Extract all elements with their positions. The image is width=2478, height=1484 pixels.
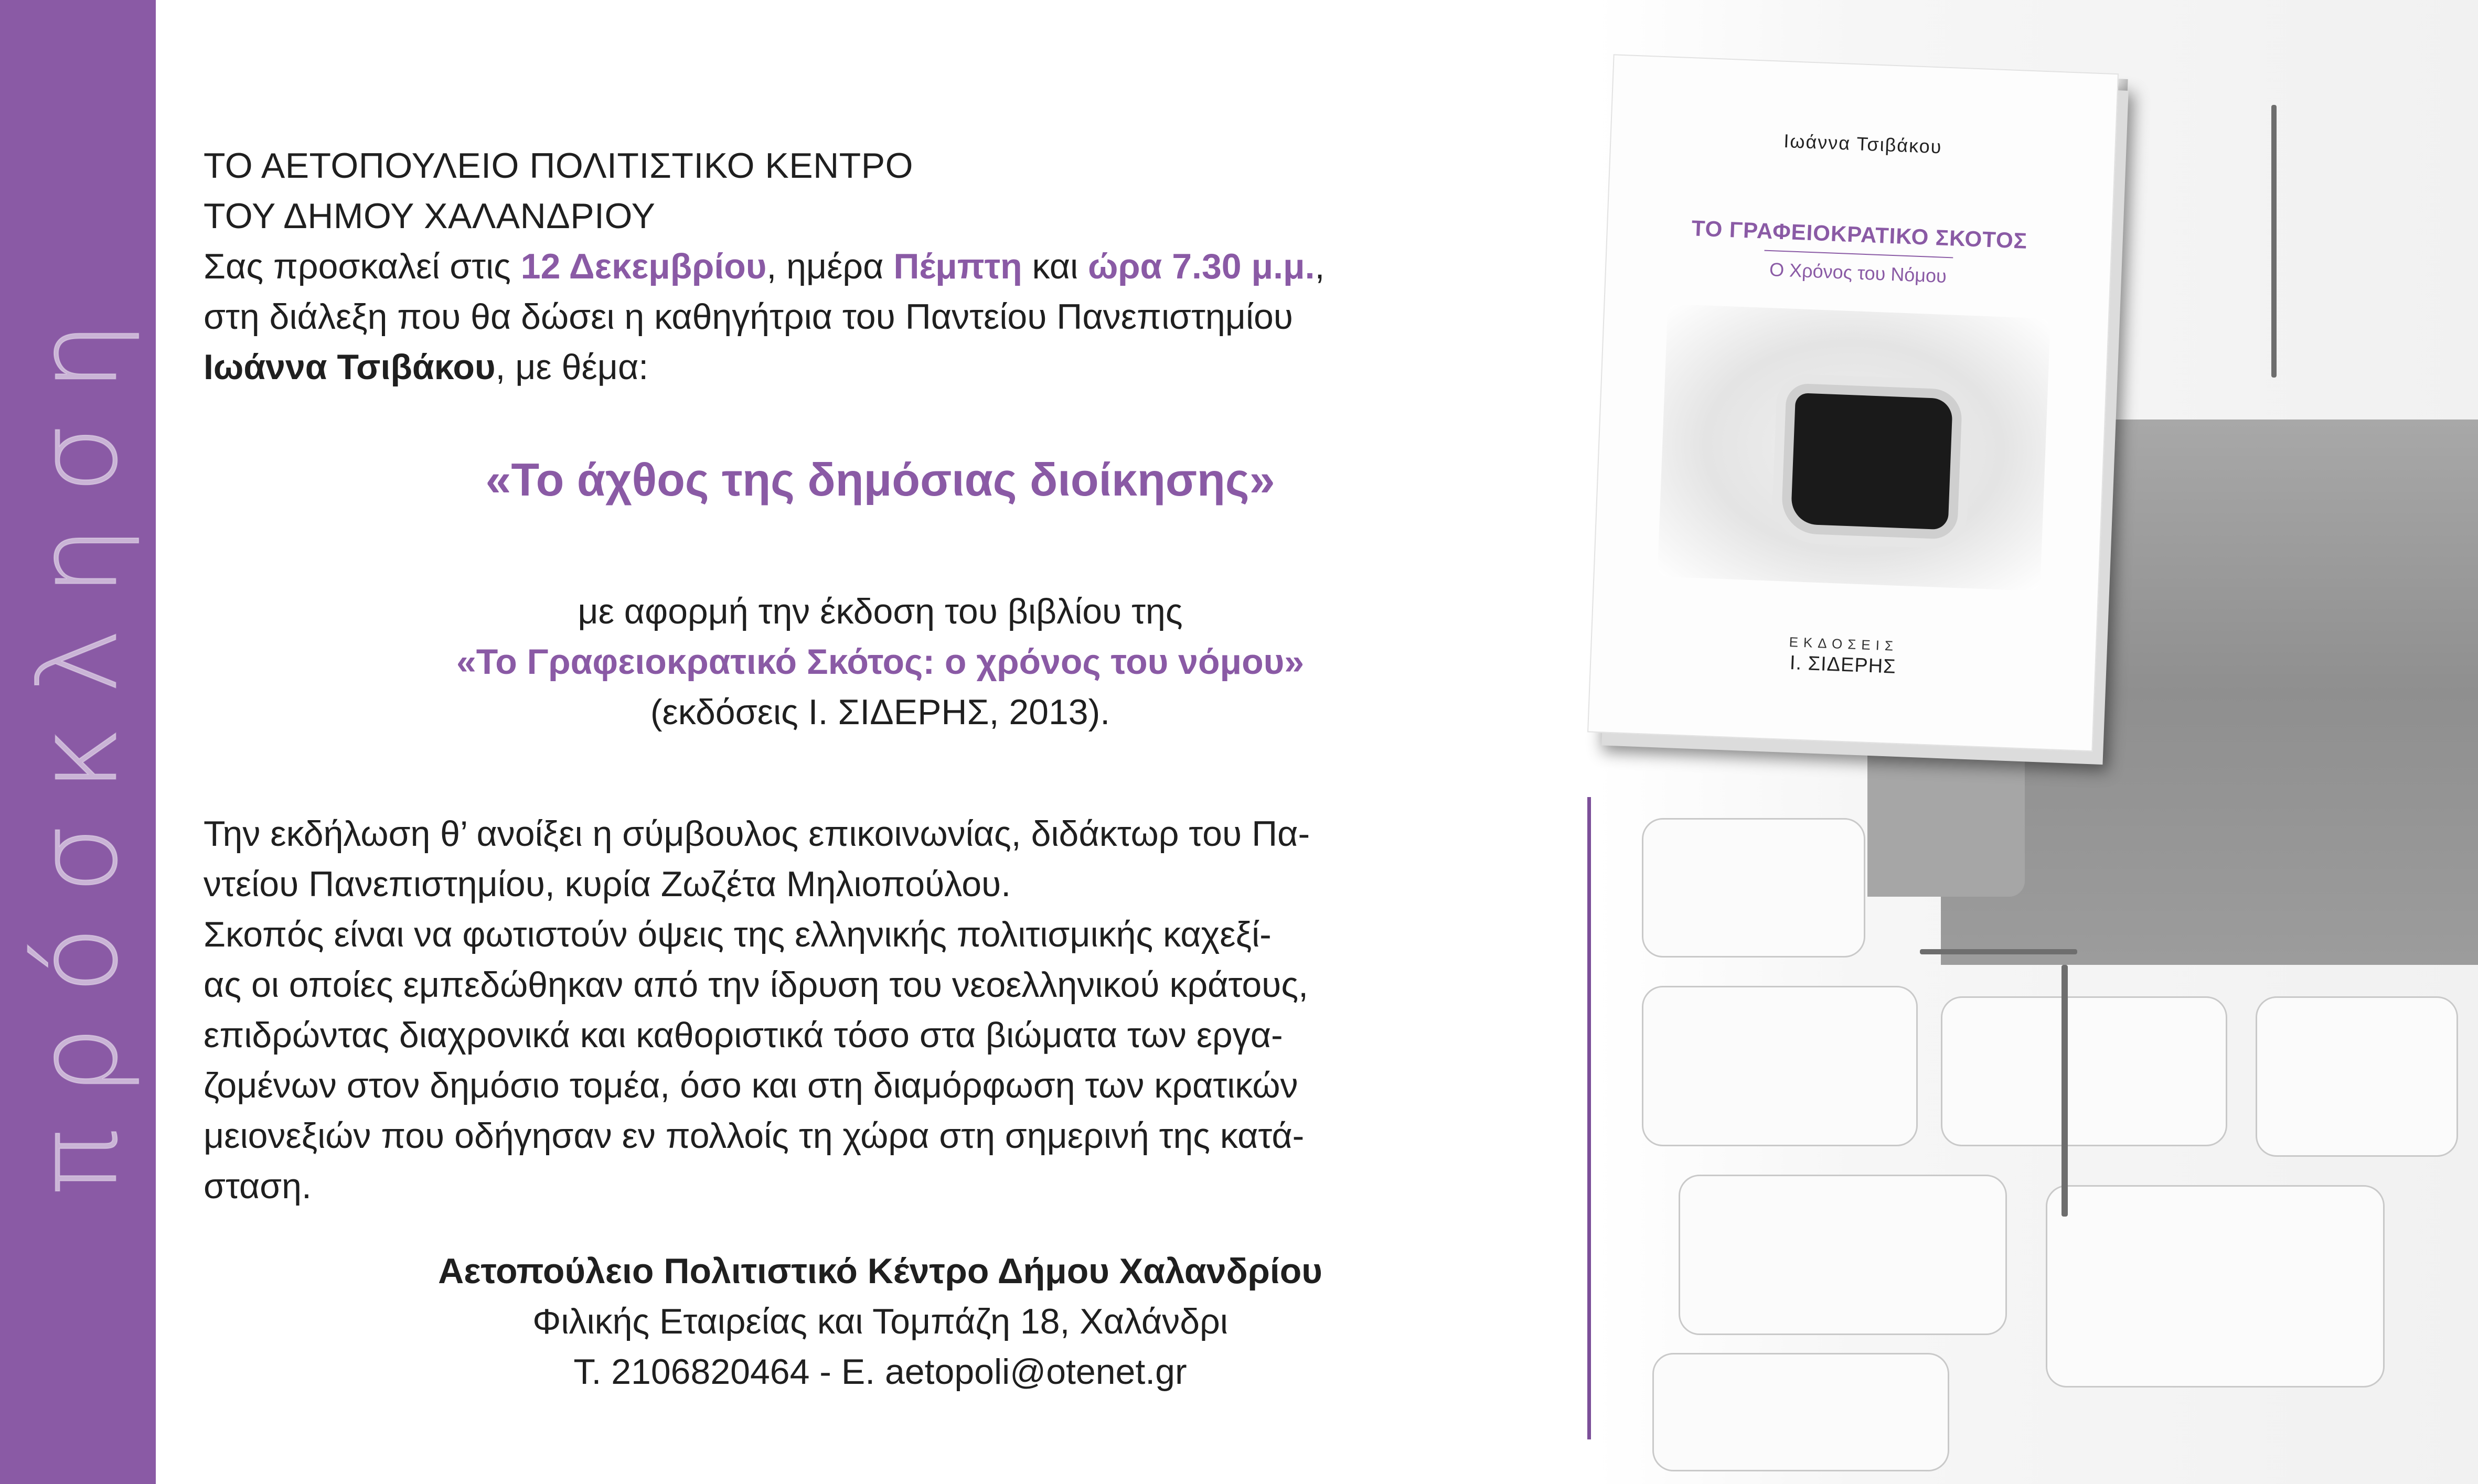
wall-crack — [2271, 105, 2277, 378]
wall-crack — [2062, 965, 2068, 1217]
body-line: Την εκδήλωση θ’ ανοίξει η σύμβουλος επικοινωνίας, διδάκτωρ του Πα- — [204, 814, 1310, 854]
venue-address: Φιλικής Εταιρείας και Τομπάζη 18, Χαλάνδρι — [532, 1302, 1228, 1341]
body-line: ας οι οποίες εμπεδώθηκαν από την ίδρυση του νεοελληνικού κράτους, — [204, 965, 1309, 1005]
stone-opening-dark — [1791, 393, 1953, 530]
body-line: σταση. — [204, 1166, 312, 1206]
invitation-vertical-label: πρόσκληση — [13, 289, 142, 1195]
body-paragraph — [204, 809, 1557, 1211]
book-cover-publisher-label: ΕΚΔΟΣΕΙΣ — [1789, 633, 1899, 654]
wall-stone — [1642, 986, 1918, 1146]
event-date: 12 Δεκεμβρίου — [520, 246, 767, 286]
org-name-line-1: ΤΟ ΑΕΤΟΠΟΥΛΕΙΟ ΠΟΛΙΤΙΣΤΙΚΟ ΚΕΝΤΡΟ — [204, 146, 913, 186]
wall-crack — [1920, 949, 2077, 954]
venue-footer — [204, 1246, 1557, 1397]
book-cover-author: Ιωάννα Τσιβάκου — [1783, 130, 1943, 158]
book-cover-publisher-name: Ι. ΣΙΔΕΡΗΣ — [1789, 652, 1897, 678]
book-intro: με αφορμή την έκδοση του βιβλίου της — [578, 592, 1183, 631]
invitation-line-1 — [204, 241, 1557, 292]
invitation-line-3 — [204, 342, 1557, 392]
book-info-block — [204, 586, 1557, 737]
invitation-text: , με θέμα: — [495, 347, 649, 387]
book-publisher: (εκδόσεις Ι. ΣΙΔΕΡΗΣ, 2013). — [650, 692, 1110, 732]
event-day: Πέμπτη — [893, 246, 1022, 286]
body-line: επιδρώντας διαχρονικά και καθοριστικά τόσο στα βιώματα των εργα- — [204, 1015, 1283, 1055]
invitation-text: , — [1315, 246, 1325, 286]
main-text-column — [204, 141, 1557, 1392]
org-name-line-2: ΤΟΥ ΔΗΜΟΥ ΧΑΛΑΝΔΡΙΟΥ — [204, 196, 656, 236]
body-line: μειονεξιών που οδήγησαν εν πολλοίς τη χώρα στη σημερινή της κατά- — [204, 1116, 1305, 1156]
book-cover-rule — [1765, 250, 1953, 259]
invitation-text: και — [1022, 246, 1088, 286]
book-cover-title: ΤΟ ΓΡΑΦΕΙΟΚΡΑΤΙΚΟ ΣΚΟΤΟΣ — [1691, 216, 2028, 253]
vertical-divider — [1587, 797, 1591, 1439]
wall-stone — [1652, 1353, 1949, 1471]
book-cover-stone-opening — [1658, 304, 2050, 592]
body-line: ντείου Πανεπιστημίου, κυρία Ζωζέτα Μηλιοπούλου. — [204, 864, 1011, 904]
book-cover-image — [1587, 54, 2138, 766]
wall-stone — [1941, 996, 2227, 1146]
invitation-text: , ημέρα — [766, 246, 894, 286]
wall-stone — [1679, 1175, 2007, 1335]
book-title: «Το Γραφειοκρατικό Σκότος: ο χρόνος του νόμου» — [456, 642, 1305, 682]
wall-stone — [1642, 818, 1865, 958]
lecture-title: «Το άχθος της δημόσιας διοίκησης» — [485, 454, 1275, 506]
body-line: Σκοπός είναι να φωτιστούν όψεις της ελληνικής πολιτισμικής καχεξί- — [204, 915, 1272, 954]
sidebar-band — [0, 0, 156, 1484]
wall-stone — [2046, 1185, 2385, 1388]
venue-contact: Τ. 2106820464 - Ε. aetopoli@otenet.gr — [573, 1352, 1187, 1392]
speaker-name: Ιωάννα Τσιβάκου — [204, 347, 496, 387]
book-cover-subtitle: Ο Χρόνος του Νόμου — [1769, 259, 1947, 287]
event-time: ώρα 7.30 μ.μ. — [1088, 246, 1315, 286]
wall-stone — [2256, 996, 2458, 1157]
invitation-text: Σας προσκαλεί στις — [204, 246, 521, 286]
venue-name: Αετοπούλειο Πολιτιστικό Κέντρο Δήμου Χαλανδρίου — [438, 1251, 1322, 1291]
body-line: ζομένων στον δημόσιο τομέα, όσο και στη διαμόρφωση των κρατικών — [204, 1066, 1298, 1105]
book-cover — [1587, 54, 2119, 751]
invitation-line-2: στη διάλεξη που θα δώσει η καθηγήτρια του Παντείου Πανεπιστημίου — [204, 297, 1293, 337]
